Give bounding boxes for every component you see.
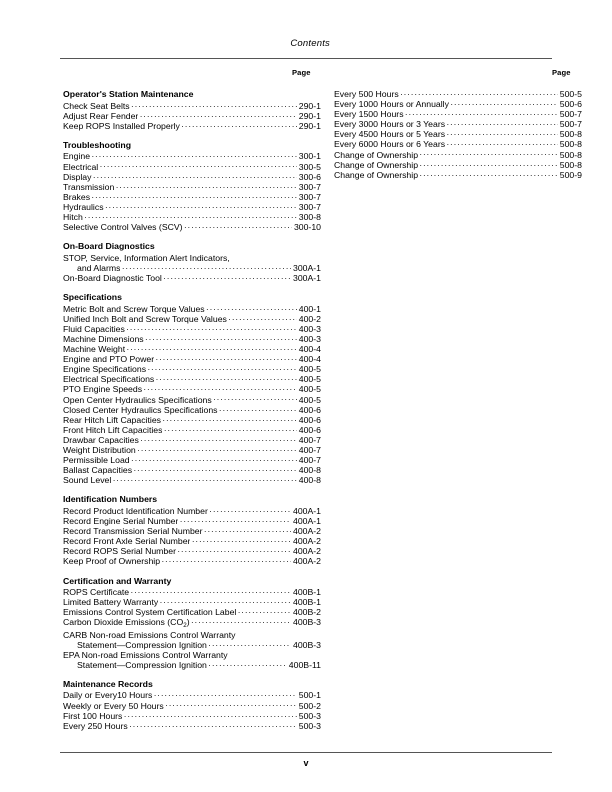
toc-section-title: Troubleshooting [63,139,132,150]
toc-entry-page: 500-8 [559,129,582,140]
toc-section [63,241,321,283]
toc-leader-dots [84,212,297,220]
toc-entry-page: 400-3 [298,323,321,334]
toc-entry-title: Engine [63,151,91,162]
toc-leader-dots [100,162,298,170]
toc-entry-title: Unified Inch Bolt and Screw Torque Values [63,313,227,324]
toc-entry-title: ROPS Certificate [63,587,130,598]
toc-entry[interactable] [334,139,582,149]
toc-entry-page: 400A-2 [292,546,321,557]
toc-entry[interactable] [63,101,321,111]
toc-entry-title: Open Center Hydraulics Specifications [63,394,212,405]
toc-entry-page: 500-8 [559,149,582,160]
toc-entry[interactable] [63,222,321,232]
toc-entry-page: 400-7 [298,455,321,466]
toc-entry[interactable] [63,182,321,192]
toc-entry-page: 290-1 [298,120,321,131]
footer-divider [60,752,552,753]
toc-entry-page: 300-10 [293,222,321,233]
toc-section-title: Specifications [63,292,122,303]
toc-entry[interactable] [63,711,321,721]
toc-entry[interactable] [63,374,321,384]
toc-leader-dots [124,711,297,719]
toc-entry-title: Change of Ownership [334,149,419,160]
toc-entry[interactable] [63,475,321,485]
toc-leader-dots [450,99,558,107]
toc-entry-title: Transmission [63,181,115,192]
toc-entry-title: Change of Ownership [334,159,419,170]
toc-entry-title: Permissible Load [63,455,130,466]
toc-entry-title: Electrical [63,161,99,172]
toc-entry[interactable] [334,89,582,99]
toc-leader-dots [116,182,297,190]
toc-entry-title: Engine Specifications [63,364,147,375]
toc-entry-title: Emissions Control System Certification Label [63,607,237,618]
toc-entry-title: Daily or Every10 Hours [63,690,153,701]
toc-entry-title: Selective Control Valves (SCV) [63,222,183,233]
toc-entry[interactable] [63,690,321,700]
toc-entry-page: 400A-2 [292,536,321,547]
toc-leader-dots [113,475,297,483]
toc-entry[interactable] [63,556,321,566]
toc-entry-page: 300A-1 [292,262,321,273]
toc-entry[interactable] [63,630,321,640]
toc-entry-page: 500-6 [559,99,582,110]
toc-entry-page: 400-6 [298,424,321,435]
toc-entry[interactable] [63,701,321,711]
toc-entry[interactable] [63,617,321,629]
toc-leader-dots [204,526,291,534]
toc-entry[interactable] [63,111,321,121]
header-divider [60,58,552,59]
toc-entry-title: Record Transmission Serial Number [63,526,203,537]
toc-entry-title: On-Board Diagnostic Tool [63,273,162,283]
toc-entry-title: Fluid Capacities [63,323,125,334]
toc-entry-title-continuation: Statement—Compression Ignition [77,659,207,670]
toc-entry[interactable] [63,425,321,435]
toc-entry[interactable] [63,607,321,617]
toc-entry[interactable] [63,192,321,202]
toc-entry-page: 400-6 [298,414,321,425]
toc-entry[interactable] [63,253,321,263]
toc-entry[interactable] [63,384,321,394]
toc-entry[interactable] [63,273,321,283]
toc-entry[interactable] [63,304,321,314]
toc-entry-page: 300-1 [298,151,321,162]
toc-leader-dots [129,721,297,729]
toc-section [63,679,321,731]
toc-entry-title: Record Product Identification Number [63,505,208,516]
toc-entry[interactable] [63,324,321,334]
toc-entry[interactable] [63,587,321,597]
toc-entry-title: Metric Bolt and Screw Torque Values [63,303,205,314]
toc-entry-title: Closed Center Hydraulics Specifications [63,404,218,415]
toc-entry[interactable] [63,506,321,516]
toc-entry-page: 400-5 [298,364,321,375]
toc-entry-page: 500-8 [559,139,582,150]
toc-entry[interactable] [63,121,321,131]
toc-entry-title-continuation: and Alarms [77,262,121,273]
toc-column-right [334,89,582,180]
toc-leader-dots [180,516,292,524]
toc-entry[interactable] [63,546,321,556]
toc-entry-title: Weekly or Every 50 Hours [63,700,164,711]
toc-entry-page: 400A-1 [292,505,321,516]
toc-leader-dots [219,405,297,413]
toc-leader-dots [181,121,297,129]
toc-entry-title: Weight Distribution [63,445,136,455]
toc-leader-dots [140,111,297,119]
toc-leader-dots [405,109,558,117]
toc-entry-page: 290-1 [298,110,321,121]
toc-entry[interactable] [334,170,582,180]
toc-entry[interactable] [63,415,321,425]
toc-section-title: Maintenance Records [63,678,153,689]
toc-entry-page: 400B-3 [292,639,321,650]
toc-entry-page: 400-5 [298,384,321,395]
toc-entry-title: Keep ROPS Installed Properly [63,120,180,131]
toc-section [63,576,321,670]
toc-section-title: Operator's Station Maintenance [63,89,194,99]
toc-entry[interactable] [334,129,582,139]
toc-leader-dots [191,617,291,625]
toc-entry[interactable] [63,597,321,607]
page-column-label-left: Page [292,68,311,77]
toc-leader-dots [163,415,298,423]
toc-leader-dots [447,129,559,137]
toc-entry-page: 300-7 [298,181,321,192]
toc-entry-title: Hitch [63,212,83,223]
toc-entry-title: PTO Engine Speeds [63,384,143,395]
toc-leader-dots [208,640,291,648]
toc-entry-page: 400-4 [298,344,321,355]
toc-entry[interactable] [63,445,321,455]
toc-entry[interactable] [63,650,321,660]
toc-entry[interactable] [63,354,321,364]
toc-entry-page: 400-5 [298,374,321,385]
toc-leader-dots [140,435,297,443]
toc-leader-dots [131,587,292,595]
toc-entry-title: Ballast Capacities [63,465,133,476]
page-column-label-right: Page [552,68,571,77]
toc-entry-page: 290-1 [298,100,321,111]
toc-entry-page: 500-7 [559,109,582,120]
toc-entry[interactable] [63,526,321,536]
toc-leader-dots [156,374,298,382]
toc-leader-dots [206,304,297,312]
toc-entry-title: Every 1000 Hours or Annually [334,99,449,110]
toc-entry[interactable] [334,99,582,109]
toc-leader-dots [209,506,291,514]
toc-entry-page: 400B-1 [292,597,321,608]
toc-entry-page: 400-7 [298,445,321,455]
toc-entry-page: 300A-1 [292,273,321,283]
toc-entry[interactable] [63,536,321,546]
toc-entry-title: Every 500 Hours [334,89,399,99]
toc-entry[interactable] [334,109,582,119]
toc-entry-title: Carbon Dioxide Emissions $(CO_2)$ [63,617,190,629]
toc-leader-dots [162,556,292,564]
toc-entry-title: Record Engine Serial Number [63,516,179,527]
toc-entry-continuation[interactable] [63,640,321,650]
toc-entry-title: Adjust Rear Fender [63,110,139,121]
toc-entry-title: Record ROPS Serial Number [63,546,176,557]
toc-entry[interactable] [63,395,321,405]
toc-entry-page: 500-3 [298,710,321,721]
page-number: v [303,758,309,768]
toc-entry-title: EPA Non-road Emissions Control Warranty [63,649,228,660]
toc-leader-dots [122,263,292,271]
toc-entry-title: Rear Hitch Lift Capacities [63,414,162,425]
toc-section-title: Certification and Warranty [63,575,172,586]
toc-entry-title: Check Seat Belts [63,100,130,111]
toc-entry[interactable] [63,721,321,731]
toc-leader-dots [160,597,292,605]
toc-entry-page: 300-8 [298,212,321,223]
toc-leader-dots [238,607,292,615]
toc-entry-page: 400-4 [298,354,321,365]
toc-leader-dots [92,192,298,200]
toc-entry-continuation[interactable] [63,660,321,670]
toc-entry-page: 400-8 [298,475,321,486]
toc-entry-title: Electrical Specifications [63,374,155,385]
toc-entry[interactable] [334,119,582,129]
toc-leader-dots [213,395,297,403]
toc-leader-dots [148,364,298,372]
page-header [60,38,552,58]
toc-section-title: On-Board Diagnostics [63,241,155,252]
toc-entry[interactable] [63,465,321,475]
toc-entry-title: Every 1500 Hours [334,109,404,120]
toc-leader-dots [131,455,297,463]
toc-section [63,494,321,566]
toc-leader-dots [420,170,559,178]
toc-entry-page: 500-2 [298,700,321,711]
toc-leader-dots [156,354,298,362]
toc-entry-title: Every 250 Hours [63,720,128,731]
toc-leader-dots [400,89,558,97]
toc-entry[interactable] [63,162,321,172]
toc-entry-page: 300-6 [298,171,321,182]
toc-leader-dots [144,384,298,392]
toc-entry-page: 500-8 [559,159,582,170]
toc-entry[interactable] [334,150,582,160]
toc-leader-dots [447,139,559,147]
toc-leader-dots [420,150,559,158]
toc-entry-page: 500-5 [559,89,582,99]
toc-entry-page: 400A-1 [292,516,321,527]
toc-section [63,140,321,232]
toc-entry[interactable] [63,172,321,182]
toc-leader-dots [105,202,297,210]
toc-entry-page: 400-5 [298,394,321,405]
toc-leader-dots [134,465,298,473]
toc-entry-page: 400B-3 [292,617,321,628]
toc-entry-page: 300-5 [298,161,321,172]
toc-entry-page: 400B-1 [292,587,321,598]
toc-leader-dots [93,172,297,180]
toc-entry-title: Sound Level [63,475,112,486]
toc-entry-page: 300-7 [298,201,321,212]
toc-entry[interactable] [63,455,321,465]
toc-entry[interactable] [63,314,321,324]
toc-entry-title: Record Front Axle Serial Number [63,536,191,547]
toc-entry-title: First 100 Hours [63,710,123,721]
toc-entry-title-continuation: Statement—Compression Ignition [77,639,207,650]
toc-entry-title: Drawbar Capacities [63,434,139,445]
toc-leader-dots [192,536,292,544]
toc-entry[interactable] [63,344,321,354]
toc-section [334,89,582,180]
toc-section-title: Identification Numbers [63,494,158,505]
toc-leader-dots [447,119,559,127]
toc-entry-page: 400-3 [298,333,321,344]
toc-entry-title: Limited Battery Warranty [63,597,159,608]
toc-leader-dots [154,690,297,698]
toc-entry-title: Keep Proof of Ownership [63,556,161,567]
toc-entry-title: Engine and PTO Power [63,354,155,365]
toc-entry[interactable] [63,151,321,161]
toc-leader-dots [177,546,291,554]
toc-entry[interactable] [63,212,321,222]
toc-entry-page: 500-1 [298,690,321,701]
toc-entry[interactable] [334,160,582,170]
running-header-title: Contents [290,38,330,49]
toc-entry-title: Front Hitch Lift Capacities [63,424,163,435]
toc-leader-dots [127,344,298,352]
toc-leader-dots [126,324,297,332]
toc-leader-dots [137,445,297,453]
toc-leader-dots [420,160,559,168]
toc-leader-dots [163,273,291,281]
toc-entry-page: 500-9 [559,169,582,180]
toc-entry-page: 500-3 [298,720,321,731]
toc-entry[interactable] [63,516,321,526]
toc-entry[interactable] [63,334,321,344]
toc-section [63,89,321,131]
toc-entry-page: 400A-2 [292,556,321,567]
toc-column-left [63,89,321,731]
toc-entry-continuation[interactable] [63,263,321,273]
toc-leader-dots [165,701,297,709]
toc-leader-dots [228,314,297,322]
toc-entry-page: 400-2 [298,313,321,324]
toc-entry-page: 400B-2 [292,607,321,618]
toc-entry-title: Machine Weight [63,344,126,355]
toc-entry-title: Display [63,171,92,182]
toc-entry-page: 400-8 [298,465,321,476]
toc-entry-title: Every 3000 Hours or 3 Years [334,119,446,130]
toc-section [63,292,321,485]
toc-leader-dots [145,334,297,342]
toc-leader-dots [131,101,297,109]
toc-entry-title: STOP, Service, Information Alert Indicators, [63,252,230,263]
toc-entry-page: 400-7 [298,434,321,445]
toc-entry-page: 400-6 [298,404,321,415]
toc-entry-title: Brakes [63,191,91,202]
toc-entry-page: 300-7 [298,191,321,202]
toc-entry-page: 400B-11 [288,659,321,670]
toc-entry-title: CARB Non-road Emissions Control Warranty [63,629,236,640]
toc-leader-dots [164,425,297,433]
toc-leader-dots [92,151,298,159]
toc-entry-page: 400A-2 [292,526,321,537]
toc-entry-title: Hydraulics [63,201,104,212]
toc-entry-title: Change of Ownership [334,169,419,180]
toc-leader-dots [184,222,292,230]
toc-leader-dots [208,660,287,668]
toc-entry[interactable] [63,435,321,445]
toc-entry[interactable] [63,364,321,374]
toc-entry-title: Every 4500 Hours or 5 Years [334,129,446,140]
toc-entry[interactable] [63,405,321,415]
toc-entry-title: Every 6000 Hours or 6 Years [334,139,446,150]
toc-entry[interactable] [63,202,321,212]
toc-entry-page: 400-1 [298,303,321,314]
toc-entry-title: Machine Dimensions [63,333,144,344]
toc-entry-page: 500-7 [559,119,582,130]
